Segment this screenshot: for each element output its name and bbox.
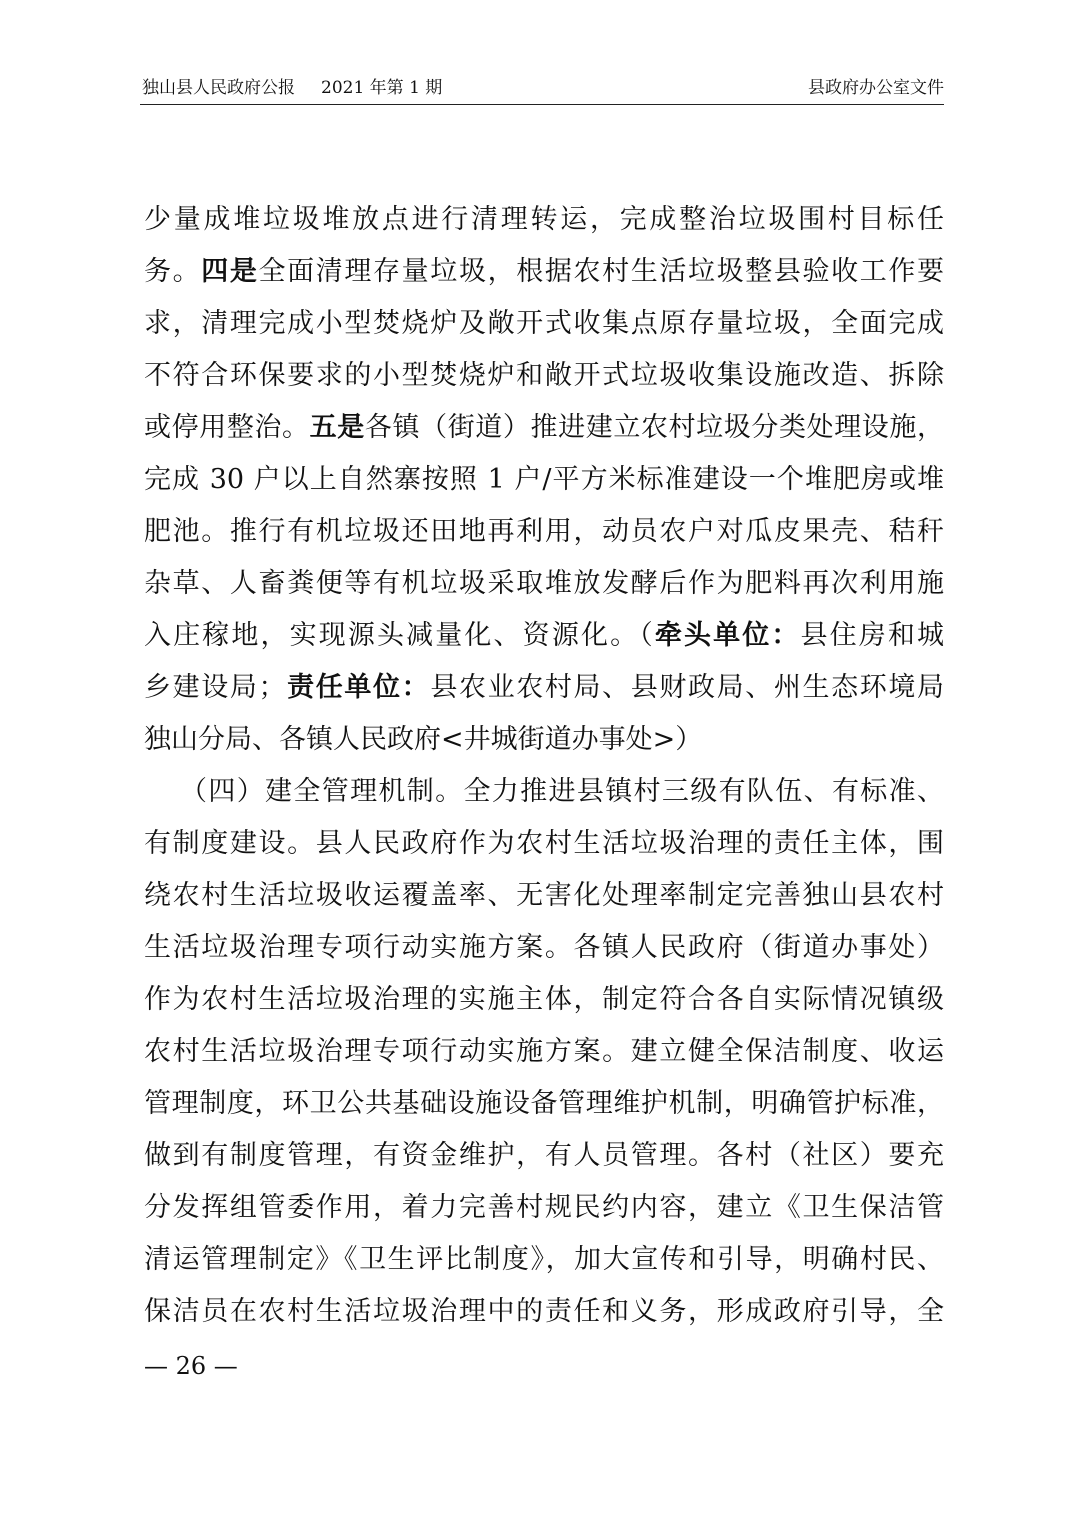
header-left <box>142 76 442 100</box>
body-text <box>144 194 944 1338</box>
header-rule <box>140 104 944 105</box>
text-line: 清运管理制定》《卫生评比制度》，加大宣传和引导，明确村民、 <box>144 1244 944 1275</box>
text-line: 农村生活垃圾治理专项行动实施方案。建立健全保洁制度、收运 <box>144 1036 944 1067</box>
text-line: 独山分局、各镇人民政府<井城街道办事处>） <box>144 724 703 755</box>
text-line: 生活垃圾治理专项行动实施方案。各镇人民政府（街道办事处） <box>144 932 944 963</box>
text-line: 保洁员在农村生活垃圾治理中的责任和义务，形成政府引导，全 <box>144 1296 944 1327</box>
text-line: 绕农村生活垃圾收运覆盖率、无害化处理率制定完善独山县农村 <box>144 880 944 911</box>
running-header <box>142 76 944 100</box>
section-heading-line: （四）建全管理机制。全力推进县镇村三级有队伍、有标准、 <box>180 776 944 807</box>
text-line: 做到有制度管理，有资金维护，有人员管理。各村（社区）要充 <box>144 1140 944 1171</box>
text-line: 分发挥组管委作用，着力完善村规民约内容，建立《卫生保洁管 <box>144 1192 944 1223</box>
text-line: 作为农村生活垃圾治理的实施主体，制定符合各自实际情况镇级 <box>144 984 944 1015</box>
publication-title: 独山县人民政府公报 <box>142 78 295 98</box>
text-line: 乡建设局；责任单位：县农业农村局、县财政局、州生态环境局 <box>144 672 945 703</box>
text-line: 杂草、人畜粪便等有机垃圾采取堆放发酵后作为肥料再次利用施 <box>144 568 944 599</box>
page-number: — 26 — <box>144 1352 238 1380</box>
text-line: 不符合环保要求的小型焚烧炉和敞开式垃圾收集设施改造、拆除 <box>144 360 944 391</box>
section-title: 县政府办公室文件 <box>808 78 944 98</box>
text-line: 少量成堆垃圾堆放点进行清理转运，完成整治垃圾围村目标任 <box>144 204 944 235</box>
text-line: 完成 30 户以上自然寨按照 1 户/平方米标准建设一个堆肥房或堆 <box>144 464 944 495</box>
lead-unit-label: 牵头单位： <box>654 620 801 651</box>
text-line: 肥池。推行有机垃圾还田地再利用，动员农户对瓜皮果壳、秸秆 <box>144 516 944 547</box>
text-line: 或停用整治。五是各镇（街道）推进建立农村垃圾分类处理设施， <box>144 412 945 443</box>
text-line: 求，清理完成小型焚烧炉及敞开式收集点原存量垃圾，全面完成 <box>144 308 944 339</box>
emphasis-fourth: 四是 <box>201 256 259 287</box>
issue-number: 2021 年第 1 期 <box>321 78 443 98</box>
responsible-unit-label: 责任单位： <box>285 672 431 703</box>
text-line: 务。四是全面清理存量垃圾，根据农村生活垃圾整县验收工作要 <box>144 256 945 287</box>
text-line: 有制度建设。县人民政府作为农村生活垃圾治理的责任主体，围 <box>144 828 944 859</box>
text-line: 入庄稼地，实现源头减量化、资源化。（牵头单位：县住房和城 <box>144 620 945 651</box>
text-line: 管理制度，环卫公共基础设施设备管理维护机制，明确管护标准， <box>144 1088 944 1119</box>
emphasis-fifth: 五是 <box>309 412 365 443</box>
